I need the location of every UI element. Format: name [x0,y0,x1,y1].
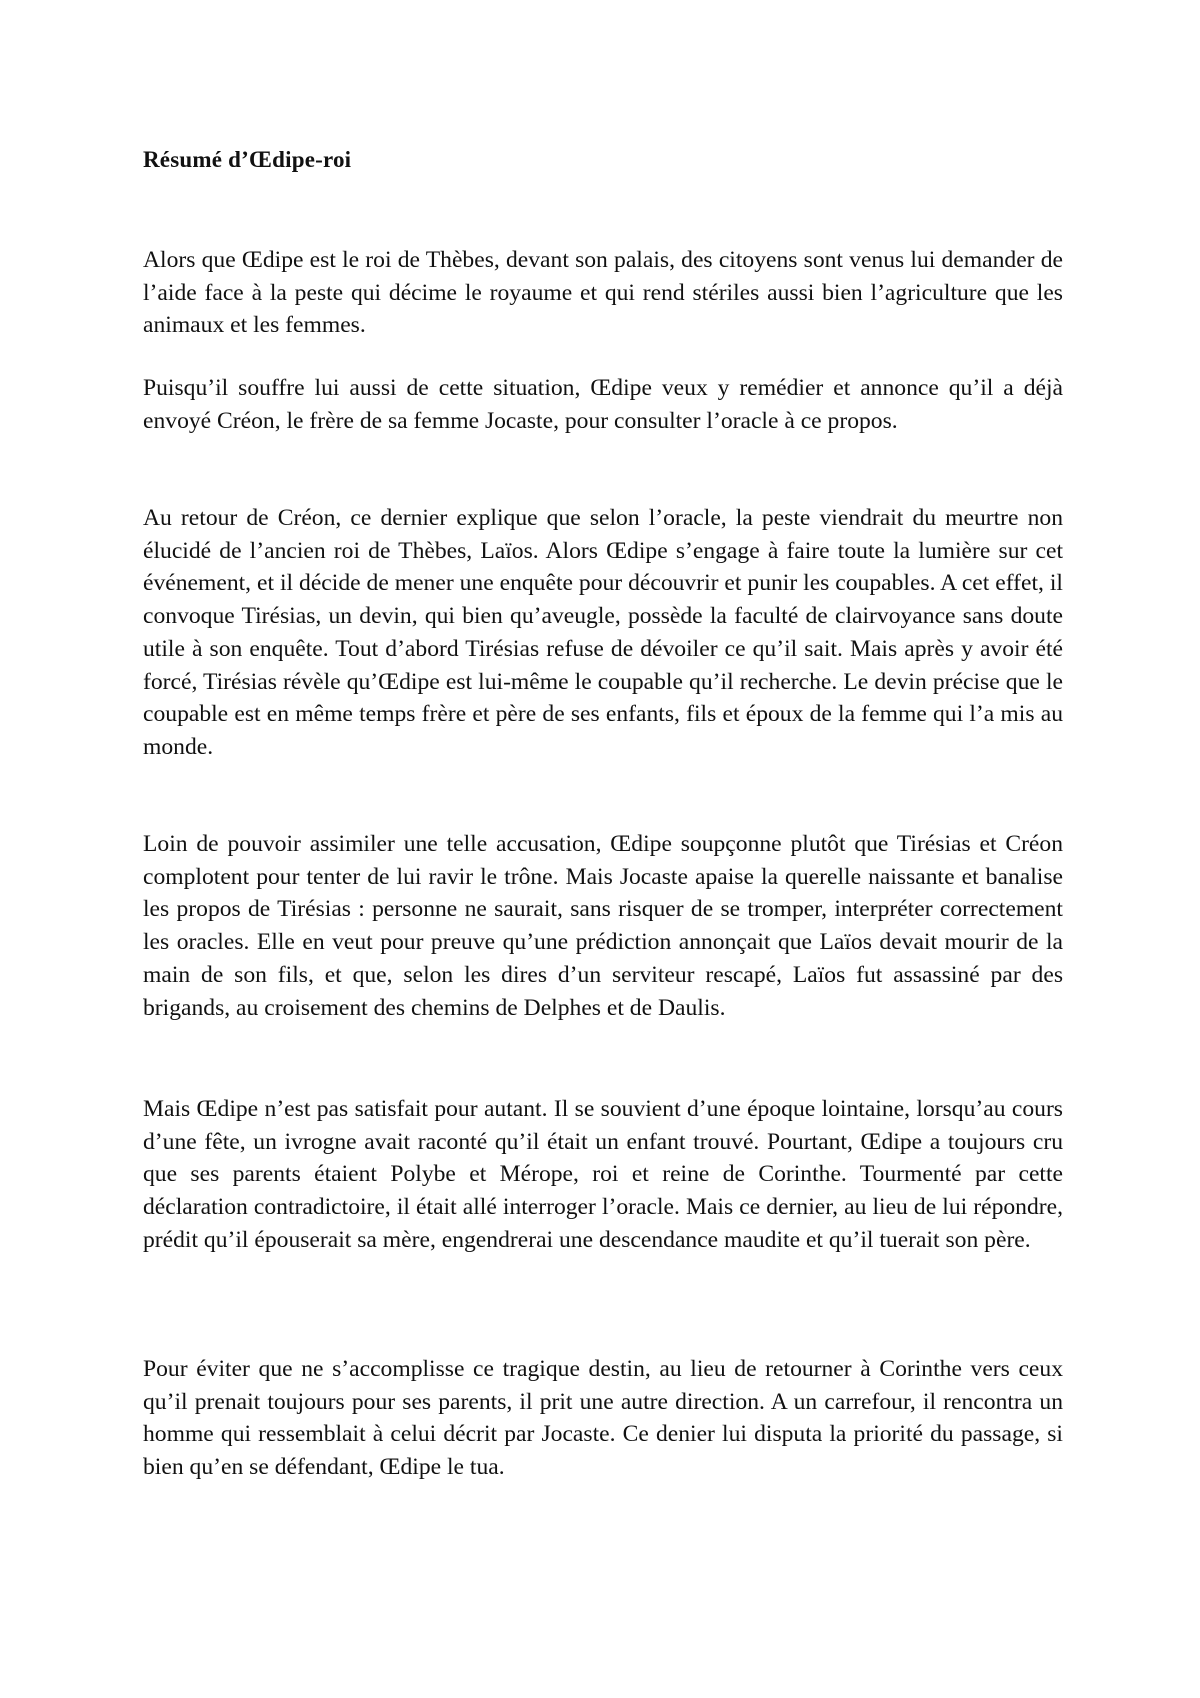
paragraph: Puisqu’il souffre lui aussi de cette situation, Œdipe veux y remédier et annonce qu’il a déjà envoyé Créon, le frère de sa femme Jocaste, pour consulter l’oracle à ce propos. [143,375,1063,434]
paragraph: Alors que Œdipe est le roi de Thèbes, devant son palais, des citoyens sont venus lui demander de l’aide face à la peste qui décime le royaume et qui rend stériles aussi bien l’agriculture que les animaux et les femmes. [143,247,1063,339]
paragraph: Loin de pouvoir assimiler une telle accusation, Œdipe soupçonne plutôt que Tirésias et Créon complotent pour tenter de lui ravir le trône. Mais Jocaste apaise la querelle naissante et banalise les propos de Tirésias : personne ne saurait, sans risquer de se tromper, interpréter correctement les oracles. Elle en veut pour preuve qu’une prédiction annonçait que Laïos devait mourir de la main de son fils, et que, selon les dires d’un serviteur rescapé, Laïos fut assassiné par des brigands, au croisement des chemins de Delphes et de Daulis. [143,831,1063,1021]
paragraph: Pour éviter que ne s’accomplisse ce tragique destin, au lieu de retourner à Corinthe vers ceux qu’il prenait toujours pour ses parents, il prit une autre direction. A un carrefour, il rencontra un homme qui ressemblait à celui décrit par Jocaste. Ce denier lui disputa la priorité du passage, si bien qu’en se défendant, Œdipe le tua. [143,1356,1063,1481]
paragraph: Au retour de Créon, ce dernier explique que selon l’oracle, la peste viendrait du meurtre non élucidé de l’ancien roi de Thèbes, Laïos. Alors Œdipe s’engage à faire toute la lumière sur cet événement, et il décide de mener une enquête pour découvrir et punir les coupables. A cet effet, il convoque Tirésias, un devin, qui bien qu’aveugle, possède la faculté de clairvoyance sans doute utile à son enquête. Tout d’abord Tirésias refuse de dévoiler ce qu’il sait. Mais après y avoir été forcé, Tirésias révèle qu’Œdipe est lui-même le coupable qu’il recherche. Le devin précise que le coupable est en même temps frère et père de ses enfants, fils et époux de la femme qui l’a mis au monde. [143,505,1063,760]
page-title: Résumé d’Œdipe-roi [143,147,352,172]
paragraph: Mais Œdipe n’est pas satisfait pour autant. Il se souvient d’une époque lointaine, lorsqu’au cours d’une fête, un ivrogne avait raconté qu’il était un enfant trouvé. Pourtant, Œdipe a toujours cru que ses parents étaient Polybe et Mérope, roi et reine de Corinthe. Tourmenté par cette déclaration contradictoire, il était allé interroger l’oracle. Mais ce dernier, au lieu de lui répondre, prédit qu’il épouserait sa mère, engendrerai une descendance maudite et qu’il tuerait son père. [143,1096,1063,1253]
